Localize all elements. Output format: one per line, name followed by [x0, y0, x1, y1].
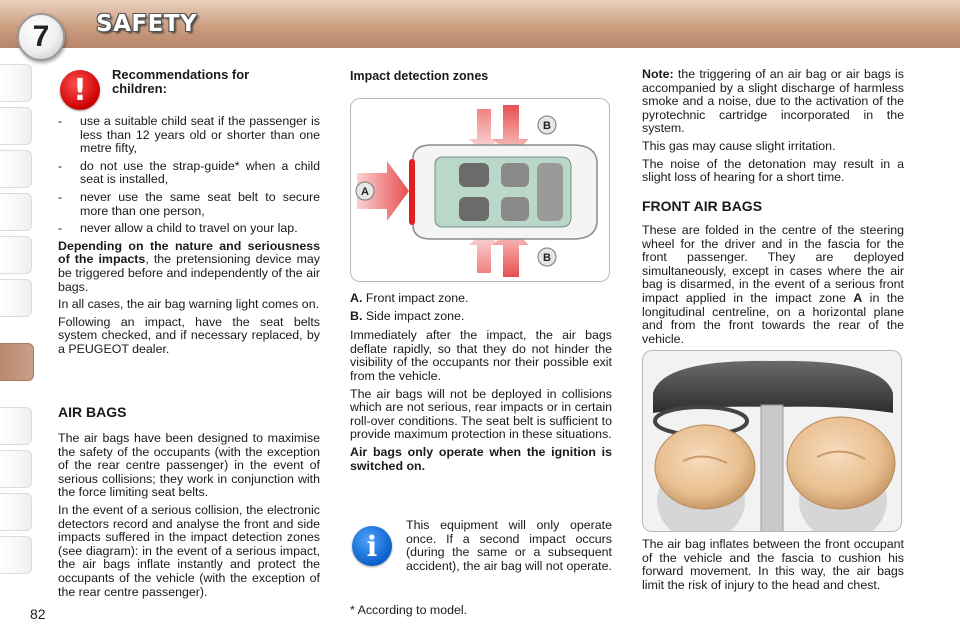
footnote: * According to model. [350, 603, 468, 617]
chapter-number: 7 [32, 20, 50, 53]
chapter-tab[interactable] [0, 493, 32, 531]
chapter-tab[interactable] [0, 150, 32, 188]
centre-console [761, 405, 783, 532]
footnote-block [350, 604, 612, 622]
info-note-text: This equipment will only operate once. If a second impact occurs (during the same or a subsequent accident), the air bag will not operate. [406, 518, 612, 573]
list-item-text: never allow a child to travel on your lap. [80, 221, 298, 236]
inflate-block [642, 538, 904, 596]
zone-label-a: A [361, 186, 369, 198]
air-bags-section [58, 404, 320, 603]
list-item: - use a suitable child seat if the passenger is less than 12 years old or shorter than one metre fifty, [58, 114, 320, 156]
info-note [406, 519, 612, 577]
note-text: the triggering of an air bag or air bags is accompanied by a slight discharge of harmless smoke and a noise, due to the activation of the pyrotechnic cartridge incorporated in the system. [642, 67, 904, 136]
list-item: - never allow a child to travel on your lap. [58, 221, 298, 236]
impact-heading: Impact detection zones [350, 69, 489, 83]
deflate-paragraph: Immediately after the impact, the air bags deflate rapidly, so that they do not hinder the visibility of the occupants nor their possible exit from the vehicle. [350, 328, 612, 383]
chapter-tab[interactable] [0, 193, 32, 231]
seat [501, 197, 529, 221]
zone-a-legend [350, 292, 612, 306]
driver-airbag [655, 425, 755, 509]
seat [459, 163, 489, 187]
note-paragraph [642, 68, 904, 136]
chapter-tab[interactable] [0, 64, 32, 102]
left-column [58, 115, 320, 361]
front-air-bags-section [642, 198, 904, 350]
detonation-paragraph: The noise of the detonation may result in a slight loss of hearing for a short time. [642, 156, 904, 185]
chapter-tab-active[interactable] [0, 343, 34, 381]
front-airbags-svg [643, 351, 902, 532]
pretensioner-text: , the pretensioning device may be triggered before and independently of the air bags. [58, 252, 320, 294]
zone-label-b: B [543, 120, 551, 132]
rear-bench [537, 163, 563, 221]
passenger-airbag [787, 417, 895, 509]
list-item: - do not use the strap-guide* when a child seat is installed, [58, 158, 320, 187]
chapter-tab[interactable] [0, 236, 32, 274]
front-airbags-illustration [642, 350, 902, 532]
inflate-paragraph: The air bag inflates between the front occupant of the vehicle and the fascia to cushion his forward movement. In this way, the air bags limit the risk of injury to the head and chest. [642, 537, 904, 592]
list-item-text: use a suitable child seat if the passenger is less than 12 years old or shorter than one metre fifty, [80, 114, 320, 156]
chapter-tab[interactable] [0, 407, 32, 445]
pretensioner-bold: Depending on the nature and seriousness of the impacts [58, 238, 320, 267]
chapter-tab[interactable] [0, 279, 32, 317]
list-item-text: never use the same seat belt to secure more than one person, [80, 189, 320, 218]
chapter-tab[interactable] [0, 450, 32, 488]
zone-b-legend [350, 310, 612, 324]
front-air-bags-paragraph [642, 224, 904, 346]
page-number: 82 [30, 606, 46, 622]
zone-b-text: Side impact zone. [365, 308, 465, 323]
front-air-bags-text: in the longitudinal centreline, on a horizontal plane and from the front towards the rear of the vehicle. [642, 290, 904, 346]
zone-a-key: A. [350, 291, 363, 305]
middle-column [350, 292, 612, 477]
warning-exclamation-icon: ! [60, 70, 100, 110]
recommendations-heading: Recommendations for children: [112, 67, 250, 96]
chapter-tab[interactable] [0, 536, 32, 574]
air-bags-paragraph: The air bags have been designed to maximise the safety of the occupants (with the exception of the rear centre passenger) in the event of serious collisions; they work in conjunction with the force limiting seat belts. [58, 431, 320, 500]
seat [501, 163, 529, 187]
seat [459, 197, 489, 221]
section-title: SAFETY [96, 11, 198, 37]
info-icon: i [352, 526, 392, 566]
air-bags-heading: AIR BAGS [58, 404, 127, 420]
ignition-paragraph: Air bags only operate when the ignition is switched on. [350, 444, 612, 473]
front-zone-key: A [853, 290, 863, 305]
gas-paragraph: This gas may cause slight irritation. [642, 138, 836, 153]
front-air-bags-heading: FRONT AIR BAGS [642, 198, 763, 214]
zone-a-text: Front impact zone. [365, 291, 469, 305]
zone-b-key: B. [350, 308, 363, 323]
note-label: Note: [642, 67, 674, 81]
front-air-bags-text: These are folded in the centre of the steering wheel for the driver and in the fascia for the front passenger. They are deployed simultaneously, except in cases where the air bag is disarmed, in the event of a serious front impact applied in the impact zone [642, 223, 904, 305]
chapter-tab[interactable] [0, 107, 32, 145]
recommendations-heading-block [112, 68, 282, 96]
not-deployed-paragraph: The air bags will not be deployed in collisions which are not serious, rear impacts or in certain roll-over conditions. The seat belt is sufficient to provide maximum protection in these situations. [350, 386, 612, 442]
impact-heading-block [350, 68, 612, 84]
list-item: - never use the same seat belt to secure more than one person, [58, 189, 320, 218]
air-bags-paragraph: In the event of a serious collision, the electronic detectors record and analyse the front and side impacts suffered in the impact detection zones (see diagram): in the event of a serious impact, the air bags inflate instantly and protect the occupants of the vehicle (with the exception of the rear centre passenger). [58, 502, 320, 599]
impact-zones-svg [351, 99, 610, 282]
warning-light-paragraph: In all cases, the air bag warning light comes on. [58, 297, 320, 312]
front-impact-highlight [409, 159, 415, 225]
impact-zones-diagram [350, 98, 610, 282]
chapter-badge [17, 13, 65, 61]
right-column [642, 68, 904, 189]
following-impact-paragraph: Following an impact, have the seat belts system checked, and if necessary replaced, by a PEUGEOT dealer. [58, 314, 320, 356]
pretensioner-paragraph [58, 240, 320, 294]
zone-label-b: B [543, 252, 551, 264]
list-item-text: do not use the strap-guide* when a child seat is installed, [80, 158, 320, 187]
